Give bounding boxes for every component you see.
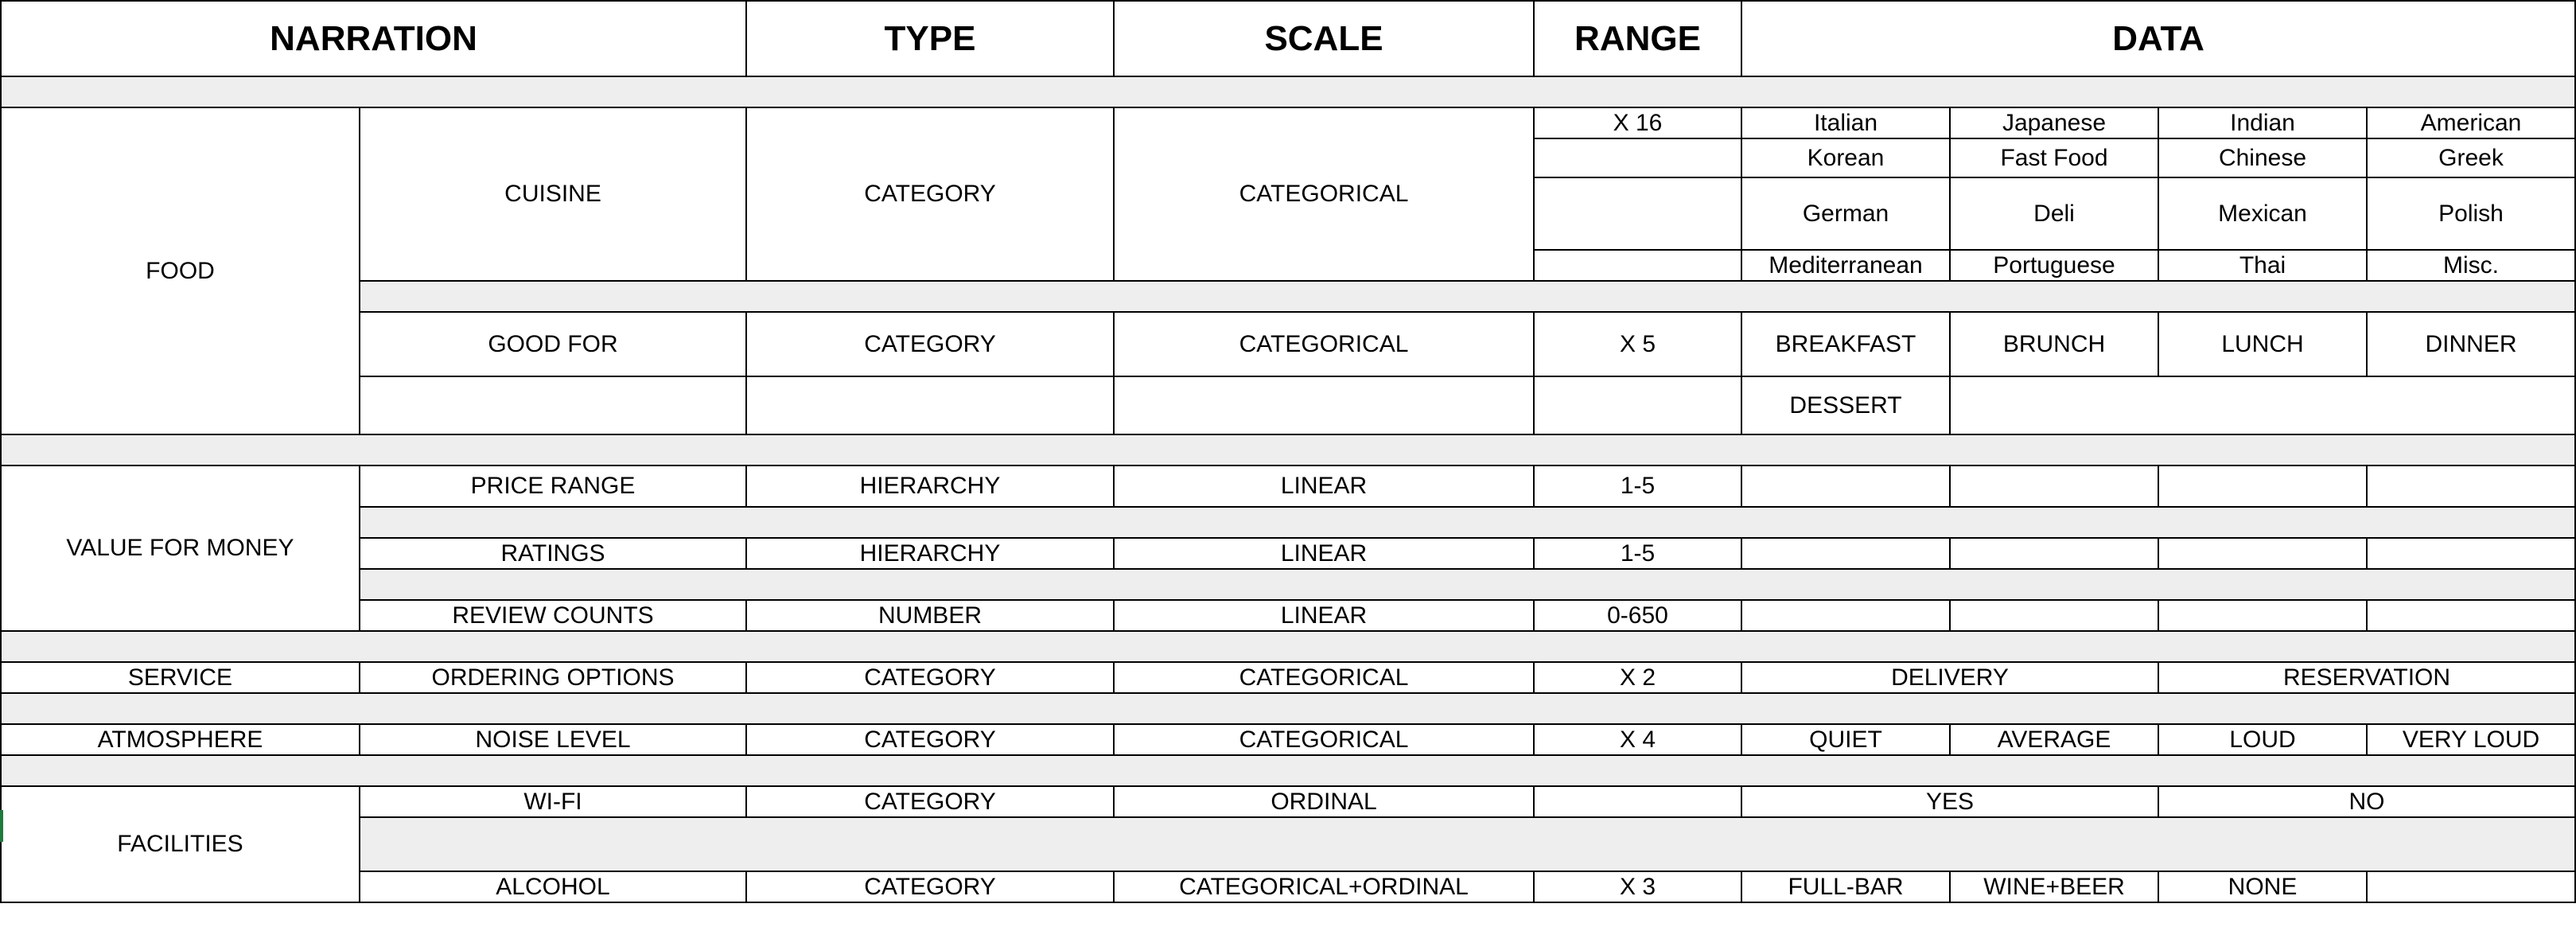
- ordering-options-name[interactable]: ORDERING OPTIONS: [360, 662, 746, 693]
- separator-cell[interactable]: [360, 569, 2575, 600]
- empty-cell[interactable]: [2158, 600, 2367, 631]
- price-range-name[interactable]: PRICE RANGE: [360, 465, 746, 507]
- alcohol-name[interactable]: ALCOHOL: [360, 871, 746, 902]
- empty-cell[interactable]: [2367, 871, 2575, 902]
- data-cell[interactable]: QUIET: [1741, 724, 1950, 755]
- noise-level-range[interactable]: X 4: [1534, 724, 1741, 755]
- data-cell[interactable]: Mediterranean: [1741, 250, 1950, 281]
- data-cell[interactable]: Korean: [1741, 138, 1950, 177]
- empty-cell[interactable]: [2367, 600, 2575, 631]
- noise-level-type[interactable]: CATEGORY: [746, 724, 1114, 755]
- table-row: [1, 538, 2575, 569]
- empty-range-cell[interactable]: [1534, 250, 1741, 281]
- group-value-for-money[interactable]: VALUE FOR MONEY: [1, 465, 360, 631]
- review-counts-range[interactable]: 0-650: [1534, 600, 1741, 631]
- cuisine-scale[interactable]: CATEGORICAL: [1114, 107, 1534, 281]
- group-food[interactable]: FOOD: [1, 107, 360, 434]
- group-atmosphere[interactable]: ATMOSPHERE: [1, 724, 360, 755]
- ratings-name[interactable]: RATINGS: [360, 538, 746, 569]
- data-cell[interactable]: NONE: [2158, 871, 2367, 902]
- ordering-options-scale[interactable]: CATEGORICAL: [1114, 662, 1534, 693]
- good-for-type[interactable]: CATEGORY: [746, 312, 1114, 376]
- table-row: [1, 376, 2575, 434]
- noise-level-name[interactable]: NOISE LEVEL: [360, 724, 746, 755]
- data-cell[interactable]: Misc.: [2367, 250, 2575, 281]
- data-cell[interactable]: YES: [1741, 786, 2158, 817]
- separator-row: [1, 755, 2575, 786]
- header-narration[interactable]: NARRATION: [1, 1, 746, 76]
- data-cell[interactable]: Deli: [1950, 177, 2158, 250]
- empty-cell[interactable]: [2367, 465, 2575, 507]
- separator-cell[interactable]: [360, 281, 2575, 312]
- empty-cell[interactable]: [1534, 376, 1741, 434]
- ratings-range[interactable]: 1-5: [1534, 538, 1741, 569]
- empty-cell[interactable]: [360, 376, 746, 434]
- table-row: [1, 724, 2575, 755]
- header-scale[interactable]: SCALE: [1114, 1, 1534, 76]
- data-cell[interactable]: LUNCH: [2158, 312, 2367, 376]
- group-facilities[interactable]: FACILITIES: [1, 786, 360, 902]
- alcohol-range[interactable]: X 3: [1534, 871, 1741, 902]
- data-cell[interactable]: BRUNCH: [1950, 312, 2158, 376]
- separator-cell[interactable]: [1, 693, 2575, 724]
- separator-row: [1, 76, 2575, 107]
- data-cell[interactable]: WINE+BEER: [1950, 871, 2158, 902]
- price-range-type[interactable]: HIERARCHY: [746, 465, 1114, 507]
- header-row: [1, 1, 2575, 76]
- wifi-scale[interactable]: ORDINAL: [1114, 786, 1534, 817]
- empty-cell[interactable]: [1741, 600, 1950, 631]
- separator-row: [1, 817, 2575, 871]
- data-cell[interactable]: Mexican: [2158, 177, 2367, 250]
- separator-row: [1, 569, 2575, 600]
- separator-cell[interactable]: [1, 76, 2575, 107]
- data-cell[interactable]: American: [2367, 107, 2575, 138]
- separator-cell[interactable]: [360, 817, 2575, 871]
- separator-row: [1, 507, 2575, 538]
- separator-cell[interactable]: [360, 507, 2575, 538]
- data-cell[interactable]: Polish: [2367, 177, 2575, 250]
- empty-range-cell[interactable]: [1534, 786, 1741, 817]
- table-row: [1, 107, 2575, 138]
- data-cell[interactable]: Japanese: [1950, 107, 2158, 138]
- table-row: [1, 786, 2575, 817]
- empty-range-cell[interactable]: [1534, 177, 1741, 250]
- data-cell[interactable]: German: [1741, 177, 1950, 250]
- data-cell[interactable]: DESSERT: [1741, 376, 1950, 434]
- data-cell[interactable]: RESERVATION: [2158, 662, 2575, 693]
- cuisine-name[interactable]: CUISINE: [360, 107, 746, 281]
- noise-level-scale[interactable]: CATEGORICAL: [1114, 724, 1534, 755]
- review-counts-name[interactable]: REVIEW COUNTS: [360, 600, 746, 631]
- data-cell[interactable]: Portuguese: [1950, 250, 2158, 281]
- empty-cell[interactable]: [1741, 538, 1950, 569]
- table-row: [1, 871, 2575, 902]
- data-cell[interactable]: Fast Food: [1950, 138, 2158, 177]
- review-counts-scale[interactable]: LINEAR: [1114, 600, 1534, 631]
- empty-cell[interactable]: [2158, 465, 2367, 507]
- data-cell[interactable]: FULL-BAR: [1741, 871, 1950, 902]
- separator-cell[interactable]: [1, 755, 2575, 786]
- empty-cell[interactable]: [1741, 465, 1950, 507]
- separator-row: [1, 434, 2575, 465]
- data-cell[interactable]: Greek: [2367, 138, 2575, 177]
- alcohol-type[interactable]: CATEGORY: [746, 871, 1114, 902]
- data-cell[interactable]: Italian: [1741, 107, 1950, 138]
- good-for-scale[interactable]: CATEGORICAL: [1114, 312, 1534, 376]
- table-row: [1, 662, 2575, 693]
- wifi-name[interactable]: WI-FI: [360, 786, 746, 817]
- empty-cell[interactable]: [1114, 376, 1534, 434]
- group-service[interactable]: SERVICE: [1, 662, 360, 693]
- table-row: [1, 600, 2575, 631]
- empty-cell[interactable]: [1950, 600, 2158, 631]
- data-cell[interactable]: LOUD: [2158, 724, 2367, 755]
- ordering-options-type[interactable]: CATEGORY: [746, 662, 1114, 693]
- header-type[interactable]: TYPE: [746, 1, 1114, 76]
- table-row: [1, 465, 2575, 507]
- header-range[interactable]: RANGE: [1534, 1, 1741, 76]
- good-for-name[interactable]: GOOD FOR: [360, 312, 746, 376]
- price-range-range[interactable]: 1-5: [1534, 465, 1741, 507]
- wifi-type[interactable]: CATEGORY: [746, 786, 1114, 817]
- data-cell[interactable]: AVERAGE: [1950, 724, 2158, 755]
- data-cell[interactable]: BREAKFAST: [1741, 312, 1950, 376]
- empty-cell[interactable]: [1950, 465, 2158, 507]
- empty-cell[interactable]: [2367, 538, 2575, 569]
- good-for-range[interactable]: X 5: [1534, 312, 1741, 376]
- data-cell[interactable]: DELIVERY: [1741, 662, 2158, 693]
- data-cell[interactable]: Chinese: [2158, 138, 2367, 177]
- alcohol-scale[interactable]: CATEGORICAL+ORDINAL: [1114, 871, 1534, 902]
- data-cell[interactable]: Thai: [2158, 250, 2367, 281]
- review-counts-type[interactable]: NUMBER: [746, 600, 1114, 631]
- header-data[interactable]: DATA: [1741, 1, 2575, 76]
- cuisine-type[interactable]: CATEGORY: [746, 107, 1114, 281]
- separator-row: [1, 631, 2575, 662]
- table-row: [1, 312, 2575, 376]
- empty-range-cell[interactable]: [1534, 138, 1741, 177]
- data-cell[interactable]: NO: [2158, 786, 2575, 817]
- data-cell[interactable]: VERY LOUD: [2367, 724, 2575, 755]
- ordering-options-range[interactable]: X 2: [1534, 662, 1741, 693]
- separator-row: [1, 693, 2575, 724]
- empty-cell[interactable]: [2158, 538, 2367, 569]
- price-range-scale[interactable]: LINEAR: [1114, 465, 1534, 507]
- empty-cell[interactable]: [1950, 538, 2158, 569]
- ratings-scale[interactable]: LINEAR: [1114, 538, 1534, 569]
- ratings-type[interactable]: HIERARCHY: [746, 538, 1114, 569]
- data-cell[interactable]: DINNER: [2367, 312, 2575, 376]
- cell-cursor-marker: [0, 810, 3, 842]
- empty-cell[interactable]: [1950, 376, 2575, 434]
- empty-cell[interactable]: [746, 376, 1114, 434]
- cuisine-range[interactable]: X 16: [1534, 107, 1741, 138]
- separator-cell[interactable]: [1, 631, 2575, 662]
- separator-cell[interactable]: [1, 434, 2575, 465]
- data-cell[interactable]: Indian: [2158, 107, 2367, 138]
- separator-row: [1, 281, 2575, 312]
